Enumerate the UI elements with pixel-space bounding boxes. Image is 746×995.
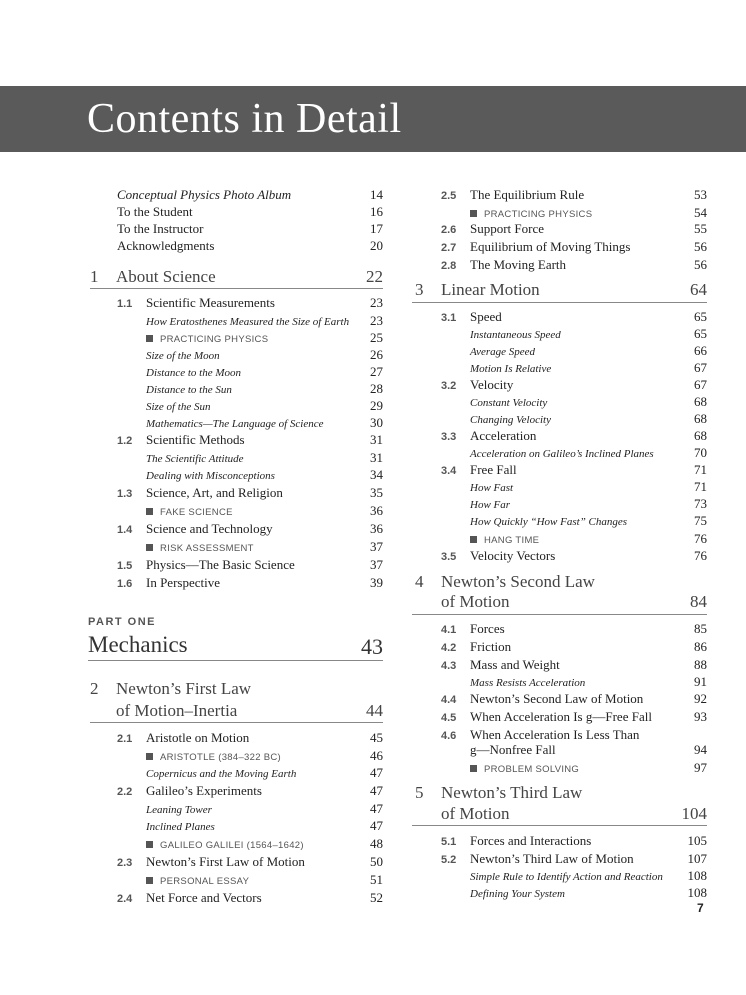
toc-subentry: How Eratosthenes Measured the Size of Earth 23 <box>146 313 383 328</box>
part-rule <box>88 660 383 661</box>
toc-feature: ARISTOTLE (384–322 BC) 46 <box>146 748 383 764</box>
chapter-heading-line2: of Motion <box>441 592 510 611</box>
part-page: 43 <box>361 634 383 659</box>
toc-section: 3.4 Free Fall 71 <box>441 462 707 477</box>
toc-subentry: Simple Rule to Identify Action and Reaction 108 <box>470 868 707 883</box>
toc-feature: HANG TIME 76 <box>470 531 707 547</box>
chapter-page: 22 <box>366 267 383 286</box>
toc-section: 3.5 Velocity Vectors 76 <box>441 548 707 563</box>
toc-feature: PERSONAL ESSAY 51 <box>146 872 383 888</box>
toc-entry: Conceptual Physics Photo Album 14 <box>117 187 383 202</box>
chapter-page: 64 <box>690 280 707 299</box>
toc-feature: PROBLEM SOLVING 97 <box>470 760 707 776</box>
toc-section: 2.8 The Moving Earth 56 <box>441 257 707 272</box>
toc-section: 3.1 Speed 65 <box>441 309 707 324</box>
toc-subentry: Changing Velocity 68 <box>470 411 707 426</box>
chapter-rule <box>412 825 707 826</box>
toc-subentry: Leaning Tower 47 <box>146 801 383 816</box>
toc-section: 3.3 Acceleration 68 <box>441 428 707 443</box>
toc-section: 5.1 Forces and Interactions 105 <box>441 833 707 848</box>
toc-subentry: Constant Velocity 68 <box>470 394 707 409</box>
square-bullet-icon <box>146 544 153 551</box>
part-title: Mechanics <box>88 632 188 657</box>
toc-section: 4.5 When Acceleration Is g—Free Fall 93 <box>441 709 707 724</box>
toc-feature: PRACTICING PHYSICS 54 <box>470 205 707 221</box>
toc-subentry: Mathematics—The Language of Science 30 <box>146 415 383 430</box>
chapter-rule <box>90 288 383 289</box>
chapter-heading-line2: of Motion <box>441 804 510 823</box>
toc-feature: FAKE SCIENCE 36 <box>146 503 383 519</box>
toc-subentry: Average Speed 66 <box>470 343 707 358</box>
toc-subentry: Inclined Planes 47 <box>146 818 383 833</box>
toc-section: 2.2 Galileo’s Experiments 47 <box>117 783 383 798</box>
toc-subentry: Acceleration on Galileo’s Inclined Planes 70 <box>470 445 707 460</box>
chapter-rule <box>412 302 707 303</box>
toc-subentry: Size of the Sun 29 <box>146 398 383 413</box>
toc-feature: PRACTICING PHYSICS 25 <box>146 330 383 346</box>
toc-section: 2.4 Net Force and Vectors 52 <box>117 890 383 905</box>
toc-section: 1.6 In Perspective 39 <box>117 575 383 590</box>
square-bullet-icon <box>146 508 153 515</box>
chapter-page: 104 <box>681 804 707 823</box>
page-number: 7 <box>697 901 704 915</box>
toc-section: 2.7 Equilibrium of Moving Things 56 <box>441 239 707 254</box>
square-bullet-icon <box>470 210 477 217</box>
chapter-heading: 5 Newton’s Third Law <box>415 783 583 802</box>
square-bullet-icon <box>470 765 477 772</box>
toc-section: 1.5 Physics—The Basic Science 37 <box>117 557 383 572</box>
toc-section: 1.2 Scientific Methods 31 <box>117 432 383 447</box>
toc-subentry: How Fast 71 <box>470 479 707 494</box>
toc-entry: To the Instructor 17 <box>117 221 383 236</box>
toc-section: 2.1 Aristotle on Motion 45 <box>117 730 383 745</box>
toc-subentry: How Quickly “How Fast” Changes 75 <box>470 513 707 528</box>
chapter-rule <box>412 614 707 615</box>
toc-section: 3.2 Velocity 67 <box>441 377 707 392</box>
chapter-heading-line2: of Motion–Inertia <box>116 701 238 720</box>
chapter-page: 44 <box>366 701 383 720</box>
toc-entry: Acknowledgments 20 <box>117 238 383 253</box>
toc-section-continued: g—Nonfree Fall 94 <box>470 742 707 757</box>
toc-subentry: Dealing with Misconceptions 34 <box>146 467 383 482</box>
toc-section: 2.6 Support Force 55 <box>441 221 707 236</box>
square-bullet-icon <box>146 841 153 848</box>
toc-subentry: Mass Resists Acceleration 91 <box>470 674 707 689</box>
chapter-rule <box>90 722 383 723</box>
toc-entry: To the Student 16 <box>117 204 383 219</box>
chapter-heading: 4 Newton’s Second Law <box>415 572 595 591</box>
toc-section: 2.5 The Equilibrium Rule 53 <box>441 187 707 202</box>
toc-feature: RISK ASSESSMENT 37 <box>146 539 383 555</box>
page-title: Contents in Detail <box>87 96 402 142</box>
toc-subentry: Size of the Moon 26 <box>146 347 383 362</box>
toc-subentry: Motion Is Relative 67 <box>470 360 707 375</box>
toc-section: 4.2 Friction 86 <box>441 639 707 654</box>
toc-section: 1.3 Science, Art, and Religion 35 <box>117 485 383 500</box>
toc-section: 5.2 Newton’s Third Law of Motion 107 <box>441 851 707 866</box>
toc-subentry: Distance to the Sun 28 <box>146 381 383 396</box>
toc-section: 2.3 Newton’s First Law of Motion 50 <box>117 854 383 869</box>
toc-section: 4.3 Mass and Weight 88 <box>441 657 707 672</box>
square-bullet-icon <box>146 877 153 884</box>
toc-subentry: How Far 73 <box>470 496 707 511</box>
toc-subentry: The Scientific Attitude 31 <box>146 450 383 465</box>
chapter-page: 84 <box>690 592 707 611</box>
toc-subentry: Distance to the Moon 27 <box>146 364 383 379</box>
toc-feature: GALILEO GALILEI (1564–1642) 48 <box>146 836 383 852</box>
toc-subentry: Defining Your System 108 <box>470 885 707 900</box>
toc-section: 4.4 Newton’s Second Law of Motion 92 <box>441 691 707 706</box>
square-bullet-icon <box>146 335 153 342</box>
toc-section: 4.6 When Acceleration Is Less Than <box>441 727 640 742</box>
chapter-heading: 1 About Science <box>90 267 216 286</box>
toc-subentry: Instantaneous Speed 65 <box>470 326 707 341</box>
toc-section: 1.4 Science and Technology 36 <box>117 521 383 536</box>
chapter-heading: 3 Linear Motion <box>415 280 540 299</box>
part-label: PART ONE <box>88 616 157 628</box>
chapter-heading: 2 Newton’s First Law <box>90 679 252 698</box>
square-bullet-icon <box>146 753 153 760</box>
toc-subentry: Copernicus and the Moving Earth 47 <box>146 765 383 780</box>
toc-section: 4.1 Forces 85 <box>441 621 707 636</box>
square-bullet-icon <box>470 536 477 543</box>
toc-section: 1.1 Scientific Measurements 23 <box>117 295 383 310</box>
